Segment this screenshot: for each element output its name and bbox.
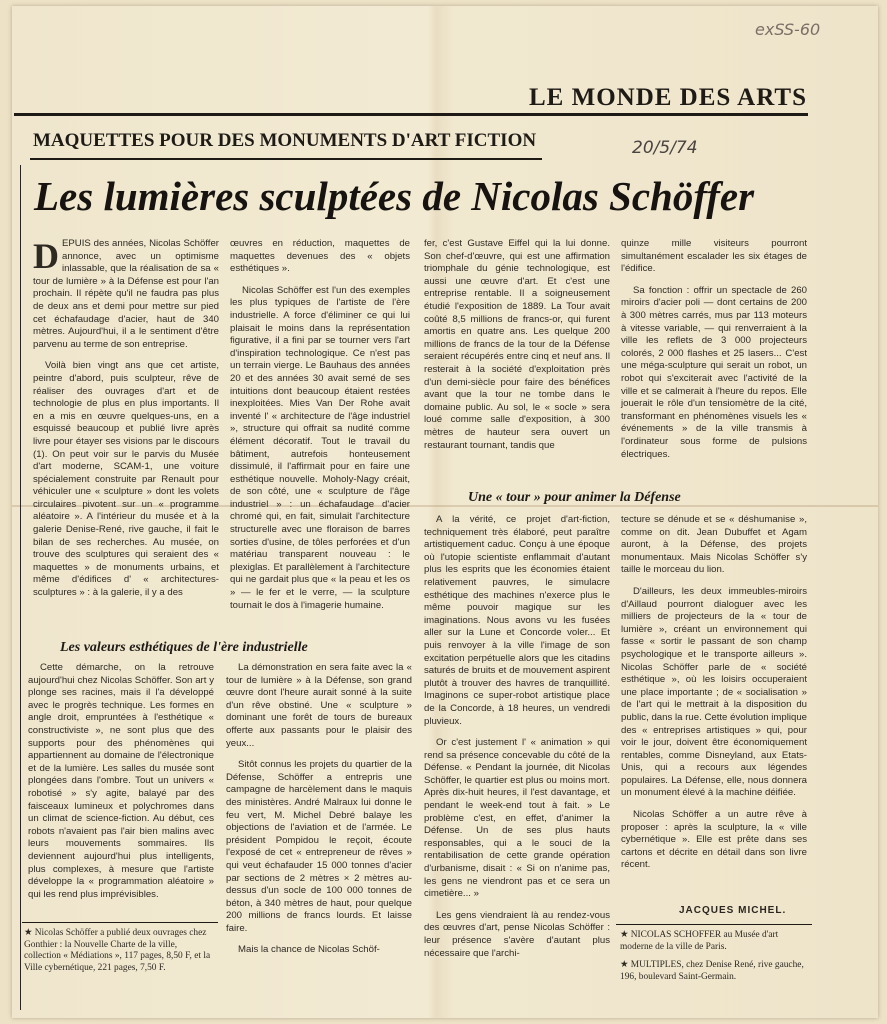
- section-title: LE MONDE DES ARTS: [529, 84, 807, 111]
- column-1: [33, 238, 219, 609]
- archive-reference-note: exSS-60: [755, 20, 821, 39]
- lower-column-1: [28, 662, 214, 910]
- lower-col3-paragraph: Les gens viendraient là au rendez-vous des œuvres d'art, pense Nicolas Schöffer : leur présence s'avère d'autant plus nécessaire que l'archi-: [424, 909, 610, 959]
- col1-paragraph: EPUIS des années, Nicolas Schöffer annonce, avec un optimisme inlassable, que la réalisation de sa « tour de lumière » à la Défense est pour l'an prochain. Il répète qu'il ne faudra pas plus de deux ans et demi pour mettre sur pied cet échafaudage d'acier, haut de 340 mètres. Aujourd'hui, il a le sentiment d'être parvenu au terme de son entreprise.: [33, 238, 219, 350]
- kicker-rule: [30, 158, 542, 160]
- lower-col4-paragraph: tecture se dénude et se « déshumanise », comme on dit. Jean Dubuffet et Agam auront, à la Défense, des projets monumentaux. Mais Nicolas Schöffer s'y taille le morceau du lion.: [621, 514, 807, 576]
- lower-col1-paragraph: Cette démarche, on la retrouve aujourd'hui chez Nicolas Schöffer. Son art y plonge ses racines, mais il l'a développé avec le progrès technique. Les formes en angle droit, empruntées à l'esthétique « constructiviste », ne sont plus que des supports pour des phénomènes qui appartiennent au domaine de l'électronique et de la lumière. Les salles du musée sont plongées dans l'ombre. Tout un univers « robotisé » s'y agite, balayé par des faisceaux lumineux et polychromes dans un climat de science-fiction. Au début, ces robots n'avaient pas l'air bien malins avec leurs mouvements sommaires. Ils deviennent aujourd'hui plus intelligents, plus complexes, à mesure que l'artiste développe la « programmation aléatoire » qui les rend plus imprévisibles.: [28, 662, 214, 900]
- footnote-gallery: ★ MULTIPLES, chez Denise René, rive gauche, 196, boulevard Saint-Germain.: [620, 960, 804, 982]
- col1-paragraph: Voilà bien vingt ans que cet artiste, peintre d'abord, puis sculpteur, rêve de réaliser des ouvrages d'art et de technologie de plus en plus importants. Il en a mis en œuvre quelques-uns, en a esquissé beaucoup et publié livre après livre pour étayer ses visions par le discours (1). On peut voir sur le parvis du Musée d'art moderne, SCAM-1, une voiture spécialement construite par Renault pour véhiculer une « sculpture » dont les volets circulaires pivotent sur un « programme aléatoire ». A l'intérieur du musée et à la galerie Denise-René, rive gauche, il fait le bilan de ses recherches. Au musée, on trouve des sculptures qui seraient des « maquettes » de monuments urbains, et même d'édifices d' « architectures-sculptures » : à la galerie, il y a des: [33, 360, 219, 599]
- left-border: [20, 165, 21, 1010]
- subhead-valeurs: Les valeurs esthétiques de l'ère industrielle: [60, 640, 308, 655]
- lower-col4-paragraph: D'ailleurs, les deux immeubles-miroirs d'Aillaud pourront dialoguer avec les milliers de projecteurs de la « tour de lumière », créant un environnement qui fasse « sortir le passant de son champ psychologique et le transporte ailleurs ». Nicolas Schöffer parle de « société esthétique », où les loisirs occuperaient une place importante ; de « socialisation » de l'art qui le mettrait à la disposition du public, dans la rue. Cette évolution implique des « entreprises artistiques » qui, pour voir le jour, doivent être économiquement rentables, comme Disneyland, aux Etats-Unis, qui a recours aux légendes populaires. La Défense, elle, nous donnera un monument élevé à la machine déifiée.: [621, 585, 807, 799]
- footnote-rule: [22, 922, 218, 923]
- section-rule: [14, 113, 808, 116]
- headline: Les lumières sculptées de Nicolas Schöffer: [34, 173, 755, 219]
- lower-column-4: [621, 514, 807, 881]
- lower-column-3: [424, 514, 610, 969]
- footnote-books: ★ Nicolas Schöffer a publié deux ouvrages chez Gonthier : la Nouvelle Charte de la ville, collection « Médiations », 117 pages, 8,50 F, et la Ville cybernétique, 221 pages, 7,50 F.: [24, 928, 211, 973]
- lower-col4-paragraph: Nicolas Schöffer a un autre rêve à proposer : après la sculpture, la « ville cybernétique ». Elle est prête dans ses cartons et décrite en détail dans son livre récent.: [621, 809, 807, 871]
- col2-paragraph: œuvres en réduction, maquettes de maquettes devenues des « objets esthétiques ».: [230, 238, 410, 275]
- col2-paragraph: Nicolas Schöffer est l'un des exemples les plus typiques de l'artiste de l'ère industrielle. A force d'éliminer ce qui lui plaisait le moins dans la représentation figurative, il a fini par se tourner vers l'art d'inspiration technologique. Ce n'est pas un terrain vierge. Le Bauhaus des années 20 et des années 30 avait semé de ses intuitions dont beaucoup étaient restées inexploitées. Mies Van Der Rohe avait inventé l' « architecture de l'âge industriel », structure qui offrait sa nudité comme élément décoratif. Tout le travail du bâtiment, autrefois honteusement dissimulé, il l'affirmait pour en faire une esthétique nouvelle. Moholy-Nagy créait, de son côté, une « sculpture de l'âge industriel » : un échafaudage d'acier chromé qui, en fait, simulait l'architecture structurelle avec une floraison de barres sorties d'usine, de tôles perforées et d'un matériau transparent nouveau : le plexiglas. Et parallèlement à l'architecture qui ne gardait plus que « la peau et les os » — le fer et le verre, — la sculpture tournait le dos à l'imagerie humaine.: [230, 284, 410, 611]
- lower-col2-paragraph: La démonstration en sera faite avec la « tour de lumière » à la Défense, son grand œuvre dont l'heure aurait sonné à la suite d'un rêve obstiné. Une « sculpture » dominant une forêt de tours de bureaux offerte aux passants pour le plaisir des yeux...: [226, 662, 412, 749]
- footnote-museum: ★ NICOLAS SCHOFFER au Musée d'art moderne de la ville de Paris.: [620, 930, 779, 952]
- lower-col3-paragraph: A la vérité, ce projet d'art-fiction, techniquement très élaboré, peut paraître artistiquement caduc. Conçu à une époque où l'utopie scientiste enflammait d'autant plus les esprits que les économies étaient relativement pauvres, le simulacre esthétique des machines n'exerce plus le même pouvoir magique sur les imaginations. Nous avons vu les fusées aller sur la Lune et Concorde voler... Et puis renvoyer à la ville l'image de son excitation perpétuelle alors que les citadins saturés de bruits et de mouvement aspirent plutôt à trouver des havres de tranquillité. Imaginons ce super-robot artistique place de la Concorde, à 18 heures, un vendredi pluvieux.: [424, 514, 610, 727]
- dropcap: D: [33, 236, 59, 276]
- column-3: [424, 238, 610, 461]
- subhead-tour: Une « tour » pour animer la Défense: [468, 490, 681, 505]
- lower-column-2: [226, 662, 412, 966]
- column-2: [230, 238, 410, 621]
- lower-col2-paragraph: Mais la chance de Nicolas Schöf-: [238, 944, 380, 956]
- lower-col3-paragraph: Or c'est justement l' « animation » qui rend sa présence concevable du côté de la Défense. « Pendant la journée, dit Nicolas Schöffer, le quartier est plus ou moins mort. Après dix-huit heures, il l'est davantage, et pendant le week-end tout à fait. » Le problème c'est, en effet, d'animer la Défense. Un de ses plus hauts responsables, qui a le souci de la rentabilisation de cette grande opération d'urbanisme, disait : « Si on n'anime pas, les gens ne viendront pas et ce sera un cimetière... »: [424, 737, 610, 900]
- kicker: MAQUETTES POUR DES MONUMENTS D'ART FICTION: [33, 130, 537, 151]
- col3-paragraph: fer, c'est Gustave Eiffel qui la lui donne. Son chef-d'œuvre, qui est une affirmation triomphale du génie technologique, est aussi une œuvre d'art. Et c'est une entreprise rentable. Il a soigneusement étudié l'exposition de 1889. La Tour avait coûté 8,5 millions de francs-or, qui furent amortis en quatre ans. Les quelque 200 millions de francs de la tour de la Défense seraient récupérés entre cinq et neuf ans. Il resterait à la société d'exploitation près d'un demi-siècle pour faire des bénéfices avant que la tour ne tombe dans le domaine public. Au sol, le « socle » sera loué comme salle d'exposition, à 300 mètres de hauteur sera ouvert un restaurant tournant, tandis que: [424, 238, 610, 451]
- col4-paragraph: quinze mille visiteurs pourront simultanément escalader les six étages de l'édifice.: [621, 238, 807, 275]
- author-signature: JACQUES MICHEL.: [679, 905, 787, 916]
- handwritten-date: 20/5/74: [632, 138, 698, 158]
- lower-col2-paragraph: Sitôt connus les projets du quartier de la Défense, Schöffer a entrepris une campagne de harcèlement dans le maquis des ministères. André Malraux lui donne le feu vert, M. Michel Debré balaye les objections de l'aviation et de l'armée. Le président Pompidou le reçoit, écoute l'exposé de cet « entrepreneur de rêves » qui veut échafauder 15 000 tonnes d'acier par sections de 2 mètres × 2 mètres au-dessus d'un socle de 100 000 tonnes de béton, à 340 mètres de haut, pour quelque 200 millions de francs lourds. Et laisse faire.: [226, 759, 412, 934]
- column-4: [621, 238, 807, 470]
- footnote-rule: [616, 924, 812, 925]
- col4-paragraph: Sa fonction : offrir un spectacle de 260 miroirs d'acier poli — dont certains de 200 à 300 mètres carrés, mus par 113 moteurs à vitesse variable, — qui renverraient à la ville les reflets de 3 000 projecteurs colorés, 2 000 flashes et 25 lasers... C'est une méga-sculpture qui serait un robot, un robot qui s'exciterait avec l'activité de la ville et se calmerait à l'heure du repos. Elle jouerait le rôle d'un tensiomètre de la cité, transformant en phénomènes visuels les « événements » de la ville transmis à l'ordinateur sous forme de pulsions électriques.: [621, 284, 807, 460]
